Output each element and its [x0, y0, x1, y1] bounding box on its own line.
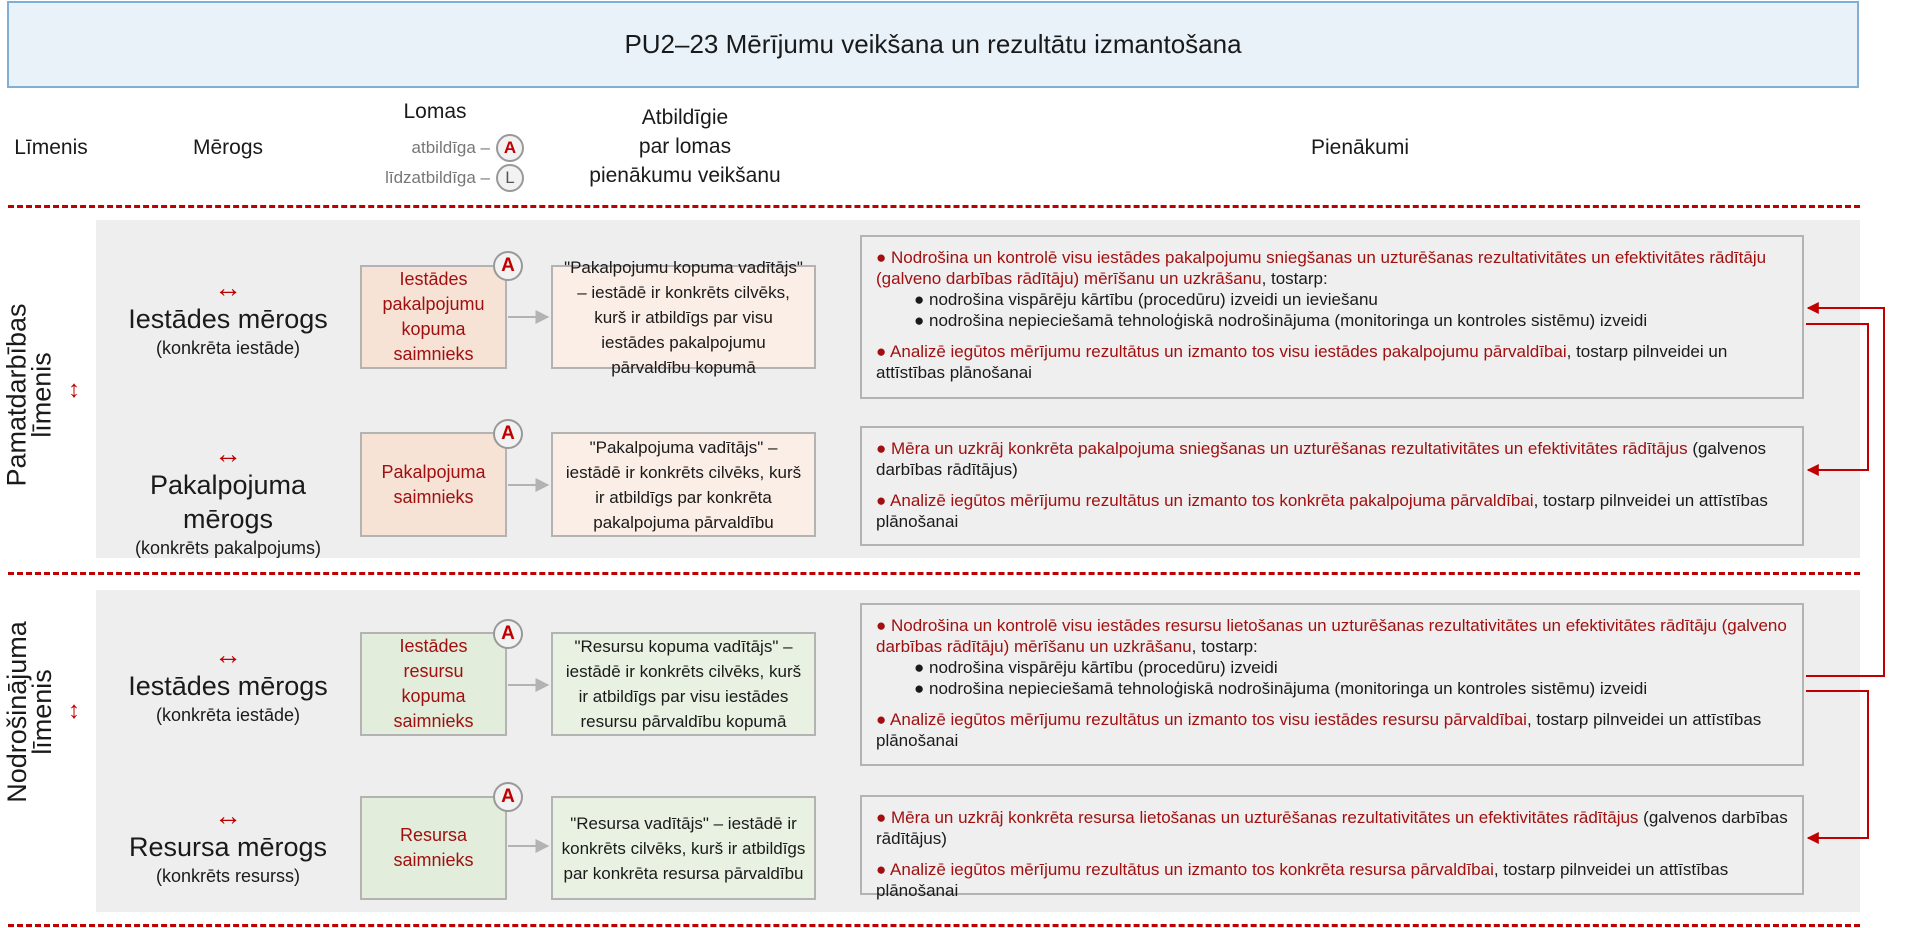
- level-core-label-line1: Pamatdarbības: [2, 303, 33, 487]
- duty-analysis-text: ● Analizē iegūtos mērījumu rezultātus un izmanto tos visu iestādes pakalpojumu pārvaldībai: [876, 342, 1567, 361]
- scope-name: Resursa mērogs: [128, 832, 328, 862]
- level-core-label-line2: līmenis: [27, 352, 58, 438]
- header-scope: Mērogs: [192, 136, 264, 159]
- duty-analysis-suffix: , tostarp pilnveidei un attīstības plānošanai: [876, 710, 1762, 750]
- responsible-text: "Resursa vadītājs" – iestādē ir konkrēts cilvēks, kurš ir atbildīgs par konkrēta resursa pārvaldību: [561, 813, 806, 883]
- header-responsible-line2: par lomas: [638, 135, 732, 158]
- role-label: Iestādes pakalpojumu kopuma saimnieks: [382, 269, 485, 364]
- duty-primary-text: ● Mēra un uzkrāj konkrēta pakalpojuma sniegšanas un uzturēšanas rezultativitātes un efektivitātes rādītājus: [876, 439, 1688, 458]
- scope-subtitle: (konkrēts pakalpojums): [134, 538, 322, 558]
- scope-arrow-icon: ↔: [214, 639, 242, 670]
- duty-primary-suffix: , tostarp:: [1191, 637, 1258, 656]
- header-duties: Pienākumi: [1310, 136, 1410, 159]
- duty-sub-item: ● nodrošina vispārēju kārtību (procedūru) izveidi: [914, 658, 1278, 677]
- feedback-connector-outer: [1806, 308, 1884, 676]
- header-roles: Lomas: [403, 100, 467, 123]
- duty-analysis-suffix: , tostarp pilnveidei un attīstības plānošanai: [876, 342, 1728, 382]
- role-label: Iestādes resursu kopuma saimnieks: [393, 636, 474, 731]
- scope-subtitle: (konkrēta iestāde): [155, 338, 301, 358]
- accountable-badge-icon: A: [493, 419, 523, 449]
- duty-primary-suffix: , tostarp:: [1261, 269, 1328, 288]
- scope-name: Iestādes mērogs: [128, 671, 328, 701]
- role-label: Resursa saimnieks: [393, 825, 474, 870]
- scope-arrow-icon: ↔: [214, 438, 242, 469]
- scope-arrow-icon: ↔: [214, 800, 242, 831]
- duty-primary-suffix: (galvenos darbības rādītājus): [876, 808, 1788, 848]
- level-support-label-line2: līmenis: [27, 669, 57, 755]
- duty-analysis-suffix: , tostarp pilnveidei un attīstības plānošanai: [876, 860, 1729, 900]
- scope-name: Iestādes mērogs: [128, 304, 328, 334]
- responsible-text: "Pakalpojumu kopuma vadītājs" – iestādē ir konkrēts cilvēks, kurš ir atbildīgs par visu iestādes pakalpojumu pārvaldību kopumā: [564, 257, 803, 377]
- duty-primary-text: ● Nodrošina un kontrolē visu iestādes pakalpojumu sniegšanas un uzturēšanas rezultativitātes un efektivitātes rādītāju (galveno darbības rādītāju) mērīšanu un uzkrāšanu: [876, 248, 1767, 288]
- duty-analysis-text: ● Analizē iegūtos mērījumu rezultātus un izmanto tos konkrēta pakalpojuma pārvaldībai: [876, 491, 1534, 510]
- duty-sub-item: ● nodrošina nepieciešamā tehnoloģiskā nodrošinājuma (monitoringa un kontroles sistēmu) izveidi: [914, 311, 1648, 330]
- coaccountable-badge-icon: L: [496, 164, 524, 192]
- duty-analysis-text: ● Analizē iegūtos mērījumu rezultātus un izmanto tos visu iestādes resursu pārvaldībai: [876, 710, 1527, 729]
- duty-primary-suffix: (galvenos darbības rādītājus): [876, 439, 1767, 479]
- legend-coaccountable-label: līdzatbildīga –: [385, 168, 490, 187]
- duty-sub-item: ● nodrošina vispārēju kārtību (procedūru) izveidi un ieviešanu: [914, 290, 1378, 309]
- feedback-connector-resource: [1806, 691, 1868, 838]
- responsible-text: "Pakalpojuma vadītājs" – iestādē ir konkrēts cilvēks, kurš ir atbildīgs par konkrēta pakalpojuma pārvaldību: [565, 437, 802, 532]
- legend-accountable-label: atbildīga –: [411, 138, 490, 157]
- header-responsible-line3: pienākumu veikšanu: [589, 164, 781, 187]
- duty-primary-text: ● Nodrošina un kontrolē visu iestādes resursu lietošanas un uzturēšanas rezultativitātes un efektivitātes rādītāju (galveno darbības rādītāju) mērīšanu un uzkrāšanu: [876, 616, 1787, 656]
- role-label: Pakalpojuma saimnieks: [381, 461, 486, 507]
- accountable-badge-icon: A: [493, 782, 523, 812]
- level-support-label-line1: Nodrošinājuma: [2, 621, 32, 803]
- diagram-title: PU2–23 Mērījumu veikšana un rezultātu izmantošana: [7, 1, 1859, 88]
- level-support-arrow-icon: ↕: [68, 697, 80, 724]
- accountable-badge-icon: A: [496, 134, 524, 162]
- accountable-badge-icon: A: [493, 619, 523, 649]
- scope-name: Pakalpojuma mērogs: [149, 470, 307, 534]
- duty-analysis-suffix: , tostarp pilnveidei un attīstības plānošanai: [876, 491, 1768, 531]
- header-responsible-line1: Atbildīgie: [641, 106, 729, 129]
- duty-primary-text: ● Mēra un uzkrāj konkrēta resursa lietošanas un uzturēšanas rezultativitātes un efektivitātes rādītājus: [876, 808, 1639, 827]
- level-core-arrow-icon: ↕: [68, 376, 80, 403]
- duty-analysis-text: ● Analizē iegūtos mērījumu rezultātus un izmanto tos konkrēta resursa pārvaldībai: [876, 860, 1494, 879]
- header-level: Līmenis: [14, 136, 88, 159]
- scope-subtitle: (konkrēts resurss): [155, 866, 301, 886]
- accountable-badge-icon: A: [493, 251, 523, 281]
- feedback-connector-service: [1806, 324, 1868, 470]
- duty-sub-item: ● nodrošina nepieciešamā tehnoloģiskā nodrošinājuma (monitoringa un kontroles sistēmu) izveidi: [914, 679, 1648, 698]
- scope-arrow-icon: ↔: [214, 272, 242, 303]
- responsible-text: "Resursu kopuma vadītājs" – iestādē ir konkrēts cilvēks, kurš ir atbildīgs par visu iestādes resursu pārvaldību kopumā: [565, 637, 802, 731]
- scope-subtitle: (konkrēta iestāde): [155, 705, 301, 725]
